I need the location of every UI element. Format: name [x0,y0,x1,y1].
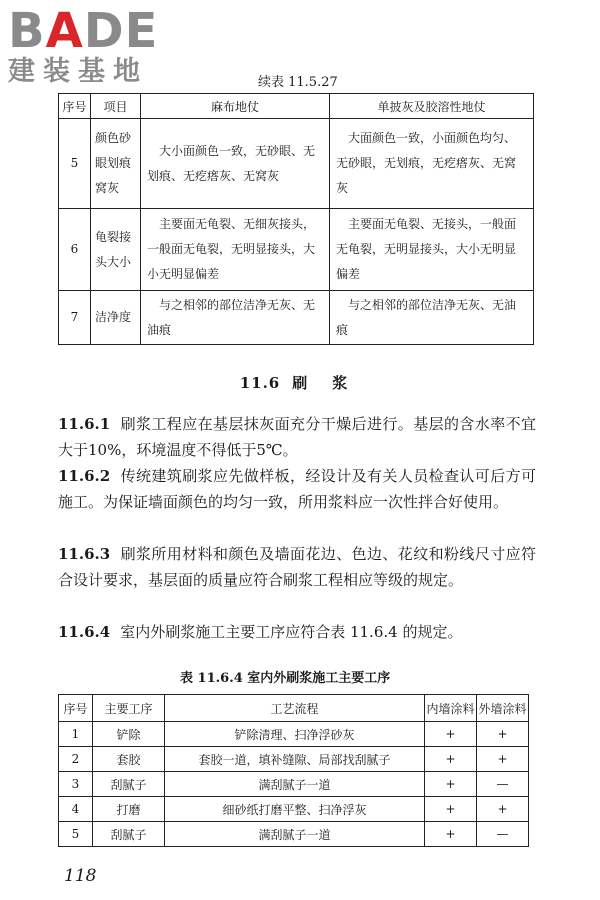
table-cell: 主要面无龟裂、无接头，一般面无龟裂，无明显接头，大小无明显偏差 [330,209,534,291]
table2-header: 工艺流程 [165,695,425,722]
section-title-part: 浆 [332,374,349,392]
clause-paragraph [58,541,536,593]
table-cell: 铲除清理、扫净浮砂灰 [165,722,425,747]
table-cell: 1 [59,722,93,747]
table-cell: 满刮腻子一道 [165,772,425,797]
table-cell: 刮腻子 [93,772,165,797]
table1-caption: 续表 11.5.27 [258,75,338,90]
table-cell: 4 [59,797,93,822]
table-cell: + [425,747,477,772]
watermark-logo [8,3,178,88]
table2-header: 内墙涂料 [425,695,477,722]
table-cell: 铲除 [93,722,165,747]
table1-header: 序号 [59,94,91,119]
table1 [58,93,534,345]
table-row [59,797,529,822]
logo-brand-b: B [8,3,46,59]
clause-text: 刷浆工程应在基层抹灰面充分干燥后进行。基层的含水率不宜大于10%，环境温度不得低于5℃。 [58,415,536,459]
table-cell: + [425,722,477,747]
clause-paragraph [58,463,536,515]
table-cell: 6 [59,209,91,291]
table-cell: 颜色砂眼划痕窝灰 [91,119,141,209]
table2 [58,694,529,847]
table-cell: + [425,772,477,797]
table-cell: 5 [59,119,91,209]
clause-paragraph [58,619,536,645]
table-cell: 大面颜色一致，小面颜色均匀、无砂眼，无划痕，无疙瘩灰、无窝灰 [330,119,534,209]
page-number: 118 [64,866,97,886]
table2-header-row [59,695,529,722]
table-row [59,209,534,291]
table-row [59,747,529,772]
clause-number: 11.6.2 [58,467,111,485]
table-cell: 大小面颜色一致，无砂眼、无划痕、无疙瘩灰、无窝灰 [141,119,330,209]
table-row [59,822,529,847]
section-title [0,372,600,393]
table-cell: + [477,722,529,747]
table-row [59,722,529,747]
table-cell: 2 [59,747,93,772]
logo-brand-de: DE [83,3,159,59]
table2-header: 主要工序 [93,695,165,722]
table1-header: 单披灰及胶溶性地仗 [330,94,534,119]
clause-number: 11.6.1 [58,415,111,433]
table-cell: — [477,822,529,847]
table-cell: + [425,797,477,822]
table-cell: 打磨 [93,797,165,822]
clause-number: 11.6.3 [58,545,111,563]
table-cell: 套胶 [93,747,165,772]
table-cell: 3 [59,772,93,797]
table-cell: + [477,797,529,822]
table-cell: 满刮腻子一道 [165,822,425,847]
table1-header-row [59,94,534,119]
logo-brand [8,3,178,59]
logo-brand-a: A [45,3,84,59]
logo-subtitle: 建装基地 [8,56,148,87]
table2-caption: 表 11.6.4 室内外刷浆施工主要工序 [180,671,391,686]
table1-header: 麻布地仗 [141,94,330,119]
table-cell: 7 [59,291,91,345]
table-row [59,119,534,209]
table-cell: 主要面无龟裂、无细灰接头，一般面无龟裂，无明显接头，大小无明显偏差 [141,209,330,291]
table-row [59,291,534,345]
table-cell: 刮腻子 [93,822,165,847]
clause-text: 刷浆所用材料和颜色及墙面花边、色边、花纹和粉线尺寸应符合设计要求，基层面的质量应符合刷浆工程相应等级的规定。 [58,545,536,589]
clause-paragraph [58,411,536,463]
table-cell: 套胶一道，填补缝隙、局部找刮腻子 [165,747,425,772]
clause-text: 传统建筑刷浆应先做样板，经设计及有关人员检查认可后方可施工。为保证墙面颜色的均匀一致，所用浆料应一次性拌合好使用。 [58,467,536,511]
clause-text: 室内外刷浆施工主要工序应符合表 11.6.4 的规定。 [120,623,463,641]
table-cell: + [477,747,529,772]
table-cell: 龟裂接头大小 [91,209,141,291]
table-cell: 与之相邻的部位洁净无灰、无油痕 [330,291,534,345]
table2-header: 外墙涂料 [477,695,529,722]
section-title-part: 刷 [292,374,309,392]
section-number: 11.6 [239,374,281,392]
table-cell: 5 [59,822,93,847]
table-cell: 洁净度 [91,291,141,345]
table2-header: 序号 [59,695,93,722]
clause-number: 11.6.4 [58,623,111,641]
table1-header: 项目 [91,94,141,119]
table-cell: — [477,772,529,797]
table-cell: + [425,822,477,847]
table-cell: 细砂纸打磨平整、扫净浮灰 [165,797,425,822]
table-row [59,772,529,797]
table-cell: 与之相邻的部位洁净无灰、无油痕 [141,291,330,345]
